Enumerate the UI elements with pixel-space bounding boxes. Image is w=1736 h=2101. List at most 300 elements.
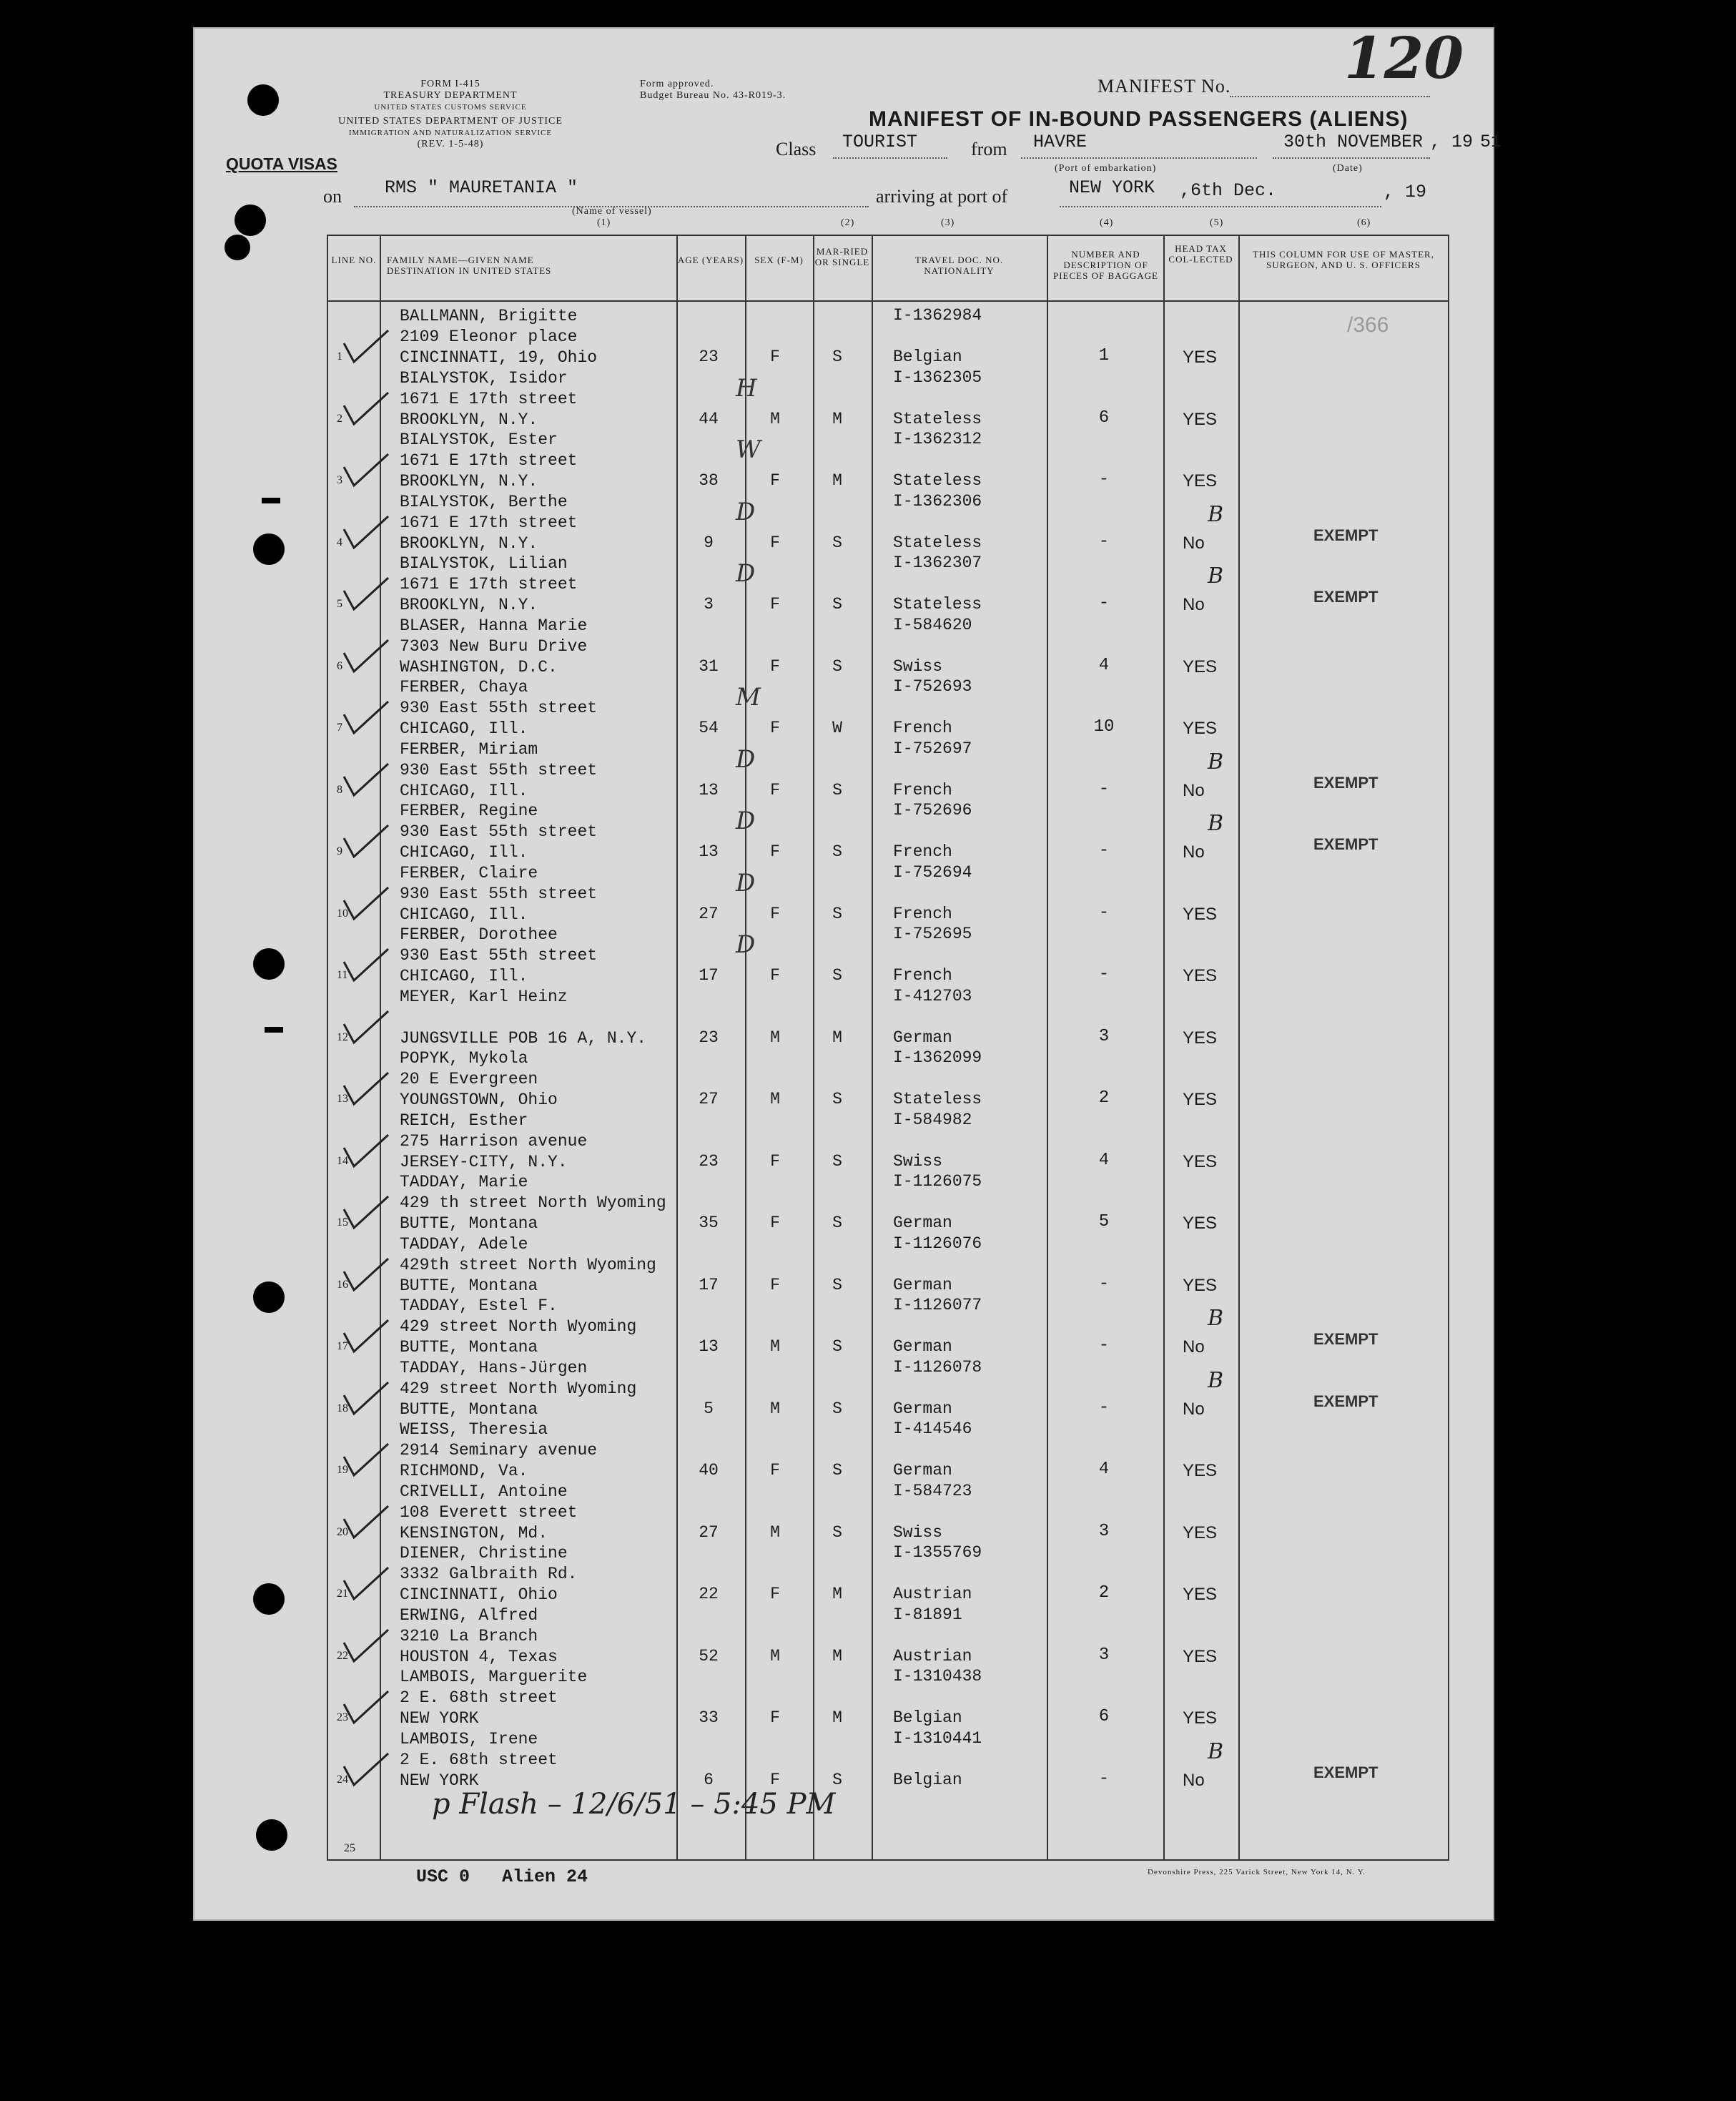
- passenger-destination: KENSINGTON, Md.: [400, 1523, 548, 1542]
- handwritten-relationship: D: [736, 807, 756, 835]
- passenger-nationality: Stateless: [893, 471, 982, 490]
- from-line: [1021, 157, 1257, 159]
- passenger-destination: BUTTE, Montana: [400, 1276, 538, 1295]
- from-value: HAVRE: [1033, 132, 1088, 152]
- passenger-name: BALLMANN, Brigitte: [400, 307, 578, 325]
- line-number: 8: [337, 783, 342, 796]
- date-caption: (Date): [1333, 163, 1363, 174]
- head-tax: No: [1183, 1770, 1205, 1790]
- passenger-destination: RICHMOND, Va.: [400, 1462, 528, 1480]
- passenger-nationality: Belgian: [893, 348, 962, 366]
- passenger-destination: JUNGSVILLE POB 16 A, N.Y.: [400, 1028, 647, 1048]
- check-mark-icon: [341, 637, 391, 674]
- passenger-marital-status: S: [832, 533, 842, 552]
- passenger-nationality: Stateless: [893, 1090, 982, 1108]
- baggage-count: -: [1098, 1768, 1110, 1788]
- handwritten-relationship: W: [736, 436, 761, 464]
- travel-doc-number: I-1355769: [893, 1543, 982, 1562]
- travel-doc-number: I-584620: [893, 615, 972, 634]
- passenger-age: 27: [699, 1522, 719, 1542]
- head-tax: YES: [1183, 966, 1218, 985]
- line-number: 19: [337, 1464, 348, 1476]
- head-tax: No: [1183, 595, 1205, 614]
- passenger-name: MEYER, Karl Heinz: [400, 987, 568, 1006]
- passenger-marital-status: S: [832, 1522, 842, 1542]
- head-tax: YES: [1183, 1214, 1218, 1233]
- header-remarks: THIS COLUMN FOR USE OF MASTER, SURGEON, AND U. S. OFFICERS: [1253, 249, 1434, 270]
- head-tax: YES: [1183, 1646, 1218, 1666]
- exempt-remark: EXEMPT: [1313, 1330, 1379, 1348]
- passenger-sex: M: [770, 1399, 780, 1418]
- header-married: MAR-RIED OR SINGLE: [814, 246, 870, 267]
- passenger-marital-status: M: [832, 471, 842, 490]
- head-tax: No: [1183, 780, 1205, 800]
- passenger-address: 429 street North Wyoming: [400, 1317, 637, 1336]
- handwritten-b-mark: B: [1208, 749, 1224, 774]
- exempt-remark: EXEMPT: [1313, 1763, 1379, 1781]
- baggage-count: -: [1098, 1336, 1110, 1355]
- passenger-name: TADDAY, Adele: [400, 1234, 528, 1254]
- check-mark-icon: [341, 1627, 391, 1664]
- travel-doc-number: I-1126075: [893, 1172, 982, 1191]
- passenger-marital-status: S: [832, 842, 842, 861]
- travel-doc-number: I-1126078: [893, 1357, 982, 1377]
- handwritten-relationship: D: [736, 497, 756, 526]
- head-tax: YES: [1183, 409, 1218, 429]
- check-mark-icon: [341, 699, 391, 736]
- manifest-no-handwritten: 120: [1344, 24, 1464, 92]
- travel-doc-number: I-752694: [893, 862, 972, 882]
- passenger-sex: M: [770, 1522, 780, 1542]
- head-tax: No: [1183, 842, 1205, 862]
- passenger-name: BLASER, Hanna Marie: [400, 616, 588, 635]
- line-number: 5: [337, 598, 342, 610]
- passenger-nationality: German: [893, 1337, 952, 1356]
- arrival-line: [1060, 206, 1381, 207]
- arrival-port: NEW YORK: [1069, 177, 1155, 198]
- date-year: 51: [1480, 132, 1502, 152]
- baggage-count: 4: [1098, 1150, 1110, 1170]
- passenger-sex: F: [770, 1585, 780, 1603]
- passenger-marital-status: M: [832, 1028, 842, 1047]
- table-row: [328, 1729, 1448, 1791]
- head-tax: YES: [1183, 1151, 1218, 1171]
- passenger-address: 2 E. 68th street: [400, 1750, 558, 1769]
- treasury-dept: TREASURY DEPARTMENT: [383, 90, 518, 101]
- baggage-count: 1: [1098, 346, 1110, 365]
- travel-doc-number: I-414546: [893, 1419, 972, 1438]
- baggage-count: 3: [1098, 1645, 1110, 1665]
- head-tax: YES: [1183, 656, 1218, 676]
- head-tax: YES: [1183, 1275, 1218, 1295]
- passenger-address: 429 th street North Wyoming: [400, 1194, 666, 1212]
- table-row: [328, 987, 1448, 1048]
- table-row: [328, 1543, 1448, 1605]
- passenger-age: 23: [699, 1151, 719, 1171]
- travel-doc-number: I-1362099: [893, 1048, 982, 1067]
- passenger-age: 13: [699, 842, 719, 861]
- passenger-age: 5: [704, 1399, 714, 1418]
- justice-dept: UNITED STATES DEPARTMENT OF JUSTICE: [338, 116, 563, 127]
- passenger-name: LAMBOIS, Irene: [400, 1729, 538, 1748]
- travel-doc-number: I-412703: [893, 986, 972, 1005]
- passenger-nationality: Austrian: [893, 1585, 972, 1603]
- passenger-destination: JERSEY-CITY, N.Y.: [400, 1152, 568, 1171]
- table-row: [328, 677, 1448, 739]
- passenger-marital-status: S: [832, 904, 842, 923]
- manifest-sheet: [193, 24, 1502, 1921]
- head-tax: No: [1183, 1337, 1205, 1357]
- manifest-no-line: [1230, 96, 1430, 97]
- passenger-address: 1671 E 17th street: [400, 389, 578, 408]
- line-number: 7: [337, 722, 342, 734]
- line-number: 21: [337, 1588, 348, 1600]
- travel-doc-number: I-752693: [893, 677, 972, 696]
- passenger-age: 35: [699, 1214, 719, 1232]
- head-tax: YES: [1183, 1090, 1218, 1109]
- passenger-sex: M: [770, 1090, 780, 1108]
- passenger-name: CRIVELLI, Antoine: [400, 1482, 568, 1501]
- passenger-address: 1671 E 17th street: [400, 451, 578, 470]
- baggage-count: -: [1098, 902, 1110, 922]
- footer-summary: USC 0 Alien 24: [416, 1866, 588, 1887]
- table-row: [328, 1358, 1448, 1419]
- baggage-count: -: [1098, 1397, 1110, 1417]
- baggage-count: -: [1098, 470, 1110, 489]
- line-number: 12: [337, 1030, 348, 1043]
- travel-doc-number: I-1310438: [893, 1667, 982, 1686]
- passenger-destination: YOUNGSTOWN, Ohio: [400, 1091, 558, 1109]
- passenger-sex: F: [770, 966, 780, 985]
- table-row: [328, 1172, 1448, 1234]
- passenger-marital-status: S: [832, 780, 842, 799]
- passenger-destination: CHICAGO, Ill.: [400, 905, 528, 924]
- manifest-no-label: MANIFEST No.: [1098, 76, 1231, 97]
- binder-hole: [247, 84, 279, 116]
- passenger-nationality: Stateless: [893, 595, 982, 614]
- travel-doc-number: I-752696: [893, 801, 972, 820]
- customs-service: UNITED STATES CUSTOMS SERVICE: [374, 103, 527, 112]
- baggage-count: -: [1098, 1274, 1110, 1294]
- baggage-count: -: [1098, 594, 1110, 613]
- passenger-table: [327, 235, 1449, 1861]
- baggage-count: 3: [1098, 1521, 1110, 1541]
- passenger-address: 429th street North Wyoming: [400, 1255, 656, 1274]
- header-sex: SEX (F-M): [754, 255, 804, 265]
- table-row: [328, 1296, 1448, 1357]
- form-number: FORM I-415: [420, 79, 480, 89]
- class-value: TOURIST: [842, 132, 918, 152]
- passenger-sex: F: [770, 533, 780, 552]
- passenger-marital-status: S: [832, 1275, 842, 1294]
- passenger-destination: NEW YORK: [400, 1709, 479, 1728]
- check-mark-icon: [341, 1751, 391, 1788]
- passenger-name: BIALYSTOK, Berthe: [400, 492, 568, 511]
- header-head-tax: HEAD TAX COL-LECTED: [1168, 243, 1233, 265]
- passenger-nationality: German: [893, 1214, 952, 1232]
- passenger-address: 930 East 55th street: [400, 760, 598, 779]
- baggage-count: -: [1098, 779, 1110, 799]
- line-number: 10: [337, 907, 348, 920]
- baggage-count: 10: [1093, 717, 1115, 737]
- line-number: 18: [337, 1402, 348, 1414]
- passenger-age: 23: [699, 348, 719, 366]
- passenger-age: 40: [699, 1461, 719, 1480]
- head-tax: No: [1183, 533, 1205, 553]
- passenger-address: 7303 New Buru Drive: [400, 636, 588, 656]
- binder-hole: [253, 1583, 285, 1615]
- passenger-age: 17: [699, 966, 719, 985]
- head-tax: YES: [1183, 719, 1218, 738]
- passenger-sex: M: [770, 409, 780, 428]
- table-row: [328, 492, 1448, 553]
- passenger-marital-status: S: [832, 1151, 842, 1171]
- line-number: 14: [337, 1154, 348, 1167]
- passenger-address: 20 E Evergreen: [400, 1070, 538, 1088]
- baggage-count: 3: [1098, 1026, 1110, 1046]
- passenger-nationality: Belgian: [893, 1770, 962, 1789]
- passenger-name: BIALYSTOK, Ester: [400, 430, 558, 449]
- passenger-marital-status: W: [832, 719, 842, 737]
- line-number: 23: [337, 1711, 348, 1723]
- passenger-name: DIENER, Christine: [400, 1544, 568, 1563]
- travel-doc-number: I-752695: [893, 925, 972, 943]
- passenger-nationality: German: [893, 1399, 952, 1418]
- passenger-destination: BUTTE, Montana: [400, 1338, 538, 1357]
- passenger-sex: F: [770, 1214, 780, 1232]
- col-num-5: (5): [1210, 217, 1224, 228]
- check-mark-icon: [341, 328, 391, 365]
- handwritten-b-mark: B: [1208, 501, 1224, 527]
- exempt-remark: EXEMPT: [1313, 1392, 1379, 1410]
- passenger-age: 6: [704, 1770, 714, 1789]
- passenger-address: 108 Everett street: [400, 1502, 578, 1522]
- baggage-count: 4: [1098, 655, 1110, 675]
- passenger-marital-status: S: [832, 1399, 842, 1418]
- passenger-sex: F: [770, 595, 780, 614]
- check-mark-icon: [341, 575, 391, 612]
- arriving-label: arriving at port of: [876, 186, 1008, 207]
- from-label: from: [971, 139, 1007, 159]
- check-mark-icon: [341, 885, 391, 922]
- passenger-name: FERBER, Claire: [400, 863, 538, 882]
- tab-mark: [262, 498, 280, 503]
- header-name: FAMILY NAME—GIVEN NAME DESTINATION IN UNITED STATES: [387, 255, 552, 276]
- passenger-address: 930 East 55th street: [400, 822, 598, 841]
- passenger-address: 930 East 55th street: [400, 946, 598, 965]
- travel-doc-number: I-1362312: [893, 430, 982, 448]
- passenger-destination: BROOKLYN, N.Y.: [400, 472, 538, 491]
- passenger-destination: NEW YORK: [400, 1771, 479, 1790]
- passenger-marital-status: S: [832, 348, 842, 366]
- form-approved: Form approved.: [640, 79, 714, 89]
- line-number: 1: [337, 350, 342, 363]
- budget-bureau: Budget Bureau No. 43-R019-3.: [640, 90, 786, 101]
- handwritten-b-mark: B: [1208, 1367, 1224, 1393]
- passenger-age: 3: [704, 595, 714, 614]
- passenger-nationality: French: [893, 966, 952, 985]
- head-tax: YES: [1183, 348, 1218, 367]
- head-tax: YES: [1183, 1522, 1218, 1542]
- line-number: 22: [337, 1649, 348, 1662]
- header-baggage: NUMBER AND DESCRIPTION OF PIECES OF BAGGAGE: [1052, 249, 1158, 281]
- passenger-address: 275 Harrison avenue: [400, 1131, 588, 1151]
- passenger-age: 23: [699, 1028, 719, 1047]
- passenger-name: FERBER, Chaya: [400, 678, 528, 697]
- handwritten-relationship: D: [736, 744, 756, 774]
- baggage-count: 5: [1098, 1212, 1110, 1231]
- passenger-name: TADDAY, Marie: [400, 1173, 528, 1191]
- passenger-name: POPYK, Mykola: [400, 1049, 528, 1068]
- passenger-destination: WASHINGTON, D.C.: [400, 657, 558, 676]
- line-number: 25: [344, 1842, 355, 1854]
- binder-hole: [253, 1281, 285, 1313]
- passenger-sex: M: [770, 1646, 780, 1665]
- baggage-count: 2: [1098, 1088, 1110, 1108]
- passenger-name: BIALYSTOK, Isidor: [400, 368, 568, 388]
- check-mark-icon: [341, 822, 391, 860]
- baggage-count: 6: [1098, 1707, 1110, 1726]
- passenger-sex: F: [770, 1461, 780, 1480]
- passenger-marital-status: S: [832, 1214, 842, 1232]
- passenger-nationality: German: [893, 1275, 952, 1294]
- line-number: 11: [337, 969, 348, 981]
- col-num-3: (3): [941, 217, 955, 228]
- passenger-marital-status: S: [832, 1461, 842, 1480]
- passenger-marital-status: M: [832, 1585, 842, 1603]
- passenger-sex: F: [770, 780, 780, 799]
- passenger-name: ERWING, Alfred: [400, 1605, 538, 1625]
- check-mark-icon: [341, 1441, 391, 1478]
- passenger-age: 38: [699, 471, 719, 490]
- passenger-age: 44: [699, 409, 719, 428]
- passenger-sex: F: [770, 1770, 780, 1789]
- travel-doc-number: I-1362306: [893, 491, 982, 511]
- check-mark-icon: [341, 1565, 391, 1602]
- passenger-sex: F: [770, 1151, 780, 1171]
- travel-doc-number: I-1126076: [893, 1234, 982, 1253]
- passenger-address: 930 East 55th street: [400, 884, 598, 903]
- head-tax: YES: [1183, 1461, 1218, 1480]
- head-tax: YES: [1183, 1028, 1218, 1048]
- table-row: [328, 739, 1448, 801]
- binder-hole: [225, 235, 250, 260]
- handwritten-relationship: D: [736, 930, 756, 959]
- table-row: [328, 1048, 1448, 1110]
- header-line-no: LINE NO.: [331, 255, 377, 265]
- passenger-name: WEISS, Theresia: [400, 1420, 548, 1439]
- line-number: 13: [337, 1093, 348, 1105]
- passenger-name: FERBER, Regine: [400, 802, 538, 820]
- passenger-nationality: French: [893, 780, 952, 799]
- passenger-age: 13: [699, 1337, 719, 1356]
- travel-doc-number: I-1362305: [893, 368, 982, 387]
- passenger-name: TADDAY, Estel F.: [400, 1296, 558, 1315]
- printer-imprint: Devonshire Press, 225 Varick Street, New York 14, N. Y.: [1148, 1868, 1366, 1876]
- travel-doc-number: I-81891: [893, 1605, 962, 1624]
- table-row: [328, 368, 1448, 430]
- travel-doc-number: I-1126077: [893, 1296, 982, 1314]
- check-mark-icon: [341, 1132, 391, 1169]
- passenger-sex: M: [770, 1028, 780, 1047]
- passenger-age: 54: [699, 719, 719, 737]
- binder-hole: [253, 948, 285, 980]
- passenger-age: 31: [699, 656, 719, 676]
- passenger-destination: CHICAGO, Ill.: [400, 719, 528, 738]
- handwritten-b-mark: B: [1208, 564, 1224, 589]
- table-row: [328, 306, 1448, 368]
- line-number: 4: [337, 536, 342, 548]
- passenger-destination: CHICAGO, Ill.: [400, 843, 528, 862]
- col-num-4: (4): [1100, 217, 1114, 228]
- passenger-marital-status: S: [832, 656, 842, 676]
- check-mark-icon: [341, 1317, 391, 1354]
- passenger-address: 930 East 55th street: [400, 699, 598, 717]
- passenger-marital-status: S: [832, 1337, 842, 1356]
- stamp-number: /366: [1347, 313, 1389, 337]
- passenger-name: FERBER, Miriam: [400, 739, 538, 759]
- tab-mark: [265, 1027, 283, 1033]
- arrival-date: ,6th Dec.: [1180, 180, 1277, 201]
- passenger-destination: CINCINNATI, Ohio: [400, 1585, 558, 1604]
- passenger-marital-status: M: [832, 409, 842, 428]
- check-mark-icon: [341, 1194, 391, 1231]
- handwritten-relationship: D: [736, 868, 756, 897]
- head-tax: No: [1183, 1399, 1205, 1419]
- handwritten-relationship: M: [736, 683, 761, 712]
- passenger-address: 2914 Seminary avenue: [400, 1441, 598, 1460]
- check-mark-icon: [341, 1688, 391, 1726]
- line-number: 2: [337, 412, 342, 425]
- arrival-year: , 19: [1384, 182, 1427, 202]
- passenger-name: BIALYSTOK, Lilian: [400, 554, 568, 573]
- date-year-prefix: , 19: [1430, 132, 1474, 152]
- baggage-count: 6: [1098, 408, 1110, 428]
- handwritten-b-mark: B: [1208, 1306, 1224, 1331]
- line-number: 6: [337, 659, 342, 672]
- handwritten-b-mark: B: [1208, 1738, 1224, 1764]
- passenger-nationality: Swiss: [893, 1522, 943, 1542]
- passenger-destination: BROOKLYN, N.Y.: [400, 596, 538, 614]
- date-value: 30th NOVEMBER: [1283, 132, 1424, 152]
- quota-visas: QUOTA VISAS: [226, 154, 337, 173]
- check-mark-icon: [341, 1503, 391, 1540]
- passenger-sex: F: [770, 1708, 780, 1727]
- passenger-name: TADDAY, Hans-Jürgen: [400, 1358, 588, 1377]
- passenger-sex: F: [770, 904, 780, 923]
- passenger-destination: BROOKLYN, N.Y.: [400, 533, 538, 553]
- passenger-sex: F: [770, 842, 780, 861]
- passenger-age: 9: [704, 533, 714, 552]
- check-mark-icon: [341, 1379, 391, 1417]
- table-row: [328, 925, 1448, 986]
- on-label: on: [323, 186, 342, 207]
- ins-service: IMMIGRATION AND NATURALIZATION SERVICE: [348, 129, 553, 137]
- passenger-nationality: German: [893, 1461, 952, 1480]
- passenger-marital-status: S: [832, 1770, 842, 1789]
- passenger-sex: F: [770, 348, 780, 366]
- line-number: 9: [337, 845, 342, 857]
- class-line: [833, 157, 947, 159]
- baggage-count: 4: [1098, 1460, 1110, 1479]
- passenger-sex: F: [770, 719, 780, 737]
- check-mark-icon: [341, 390, 391, 427]
- passenger-marital-status: S: [832, 595, 842, 614]
- table-row: [328, 1111, 1448, 1172]
- passenger-age: 13: [699, 780, 719, 799]
- baggage-count: -: [1098, 531, 1110, 551]
- travel-doc-number: I-1362984: [893, 306, 982, 325]
